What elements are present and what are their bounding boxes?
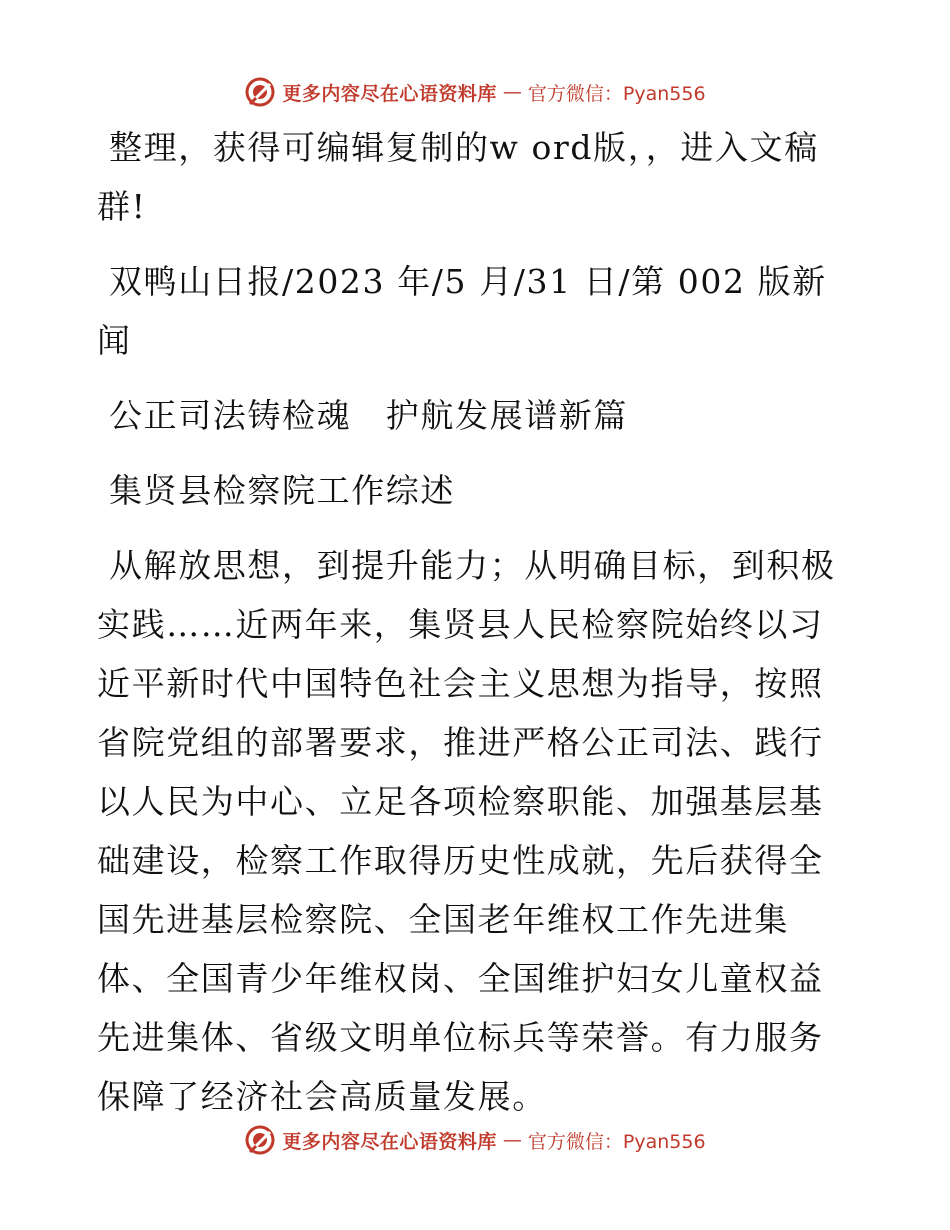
watermark-separator: — (502, 1129, 522, 1151)
brand-logo-icon (244, 1124, 276, 1156)
document-body (97, 118, 849, 1142)
brand-logo-icon (244, 76, 276, 108)
watermark-separator: — (502, 81, 522, 103)
headline: 公正司法铸检魂 护航发展谱新篇 (109, 396, 628, 435)
subheadline: 集贤县检察院工作综述 (109, 471, 455, 510)
intro-paragraph: 整理，获得可编辑复制的w ord版，，进入文稿群! (97, 128, 819, 226)
watermark-contact: 官方微信：Pyan556 (527, 82, 706, 105)
watermark-text: 更多内容尽在心语资料库 (282, 1130, 497, 1153)
footer-watermark (0, 1120, 950, 1160)
header-watermark (0, 72, 950, 112)
watermark-text: 更多内容尽在心语资料库 (282, 82, 497, 105)
dateline: 双鸭山日报/2023 年/5 月/31 日/第 002 版新闻 (97, 262, 827, 360)
watermark-contact: 官方微信：Pyan556 (527, 1130, 706, 1153)
body-paragraph: 从解放思想，到提升能力；从明确目标，到积极实践……近两年来，集贤县人民检察院始终以习近平新时代中国特色社会主义思想为指导，按照省院党组的部署要求，推进严格公正司法、践行以人民为中心、立足各项检察职能、加强基层基础建设，检察工作取得历史性成就，先后获得全国先进基层检察院、全国老年维权工作先进集体、全国青少年维权岗、全国维护妇女儿童权益先进集体、省级文明单位标兵等荣誉。有力服务保障了经济社会高质量发展。 (97, 546, 836, 1116)
